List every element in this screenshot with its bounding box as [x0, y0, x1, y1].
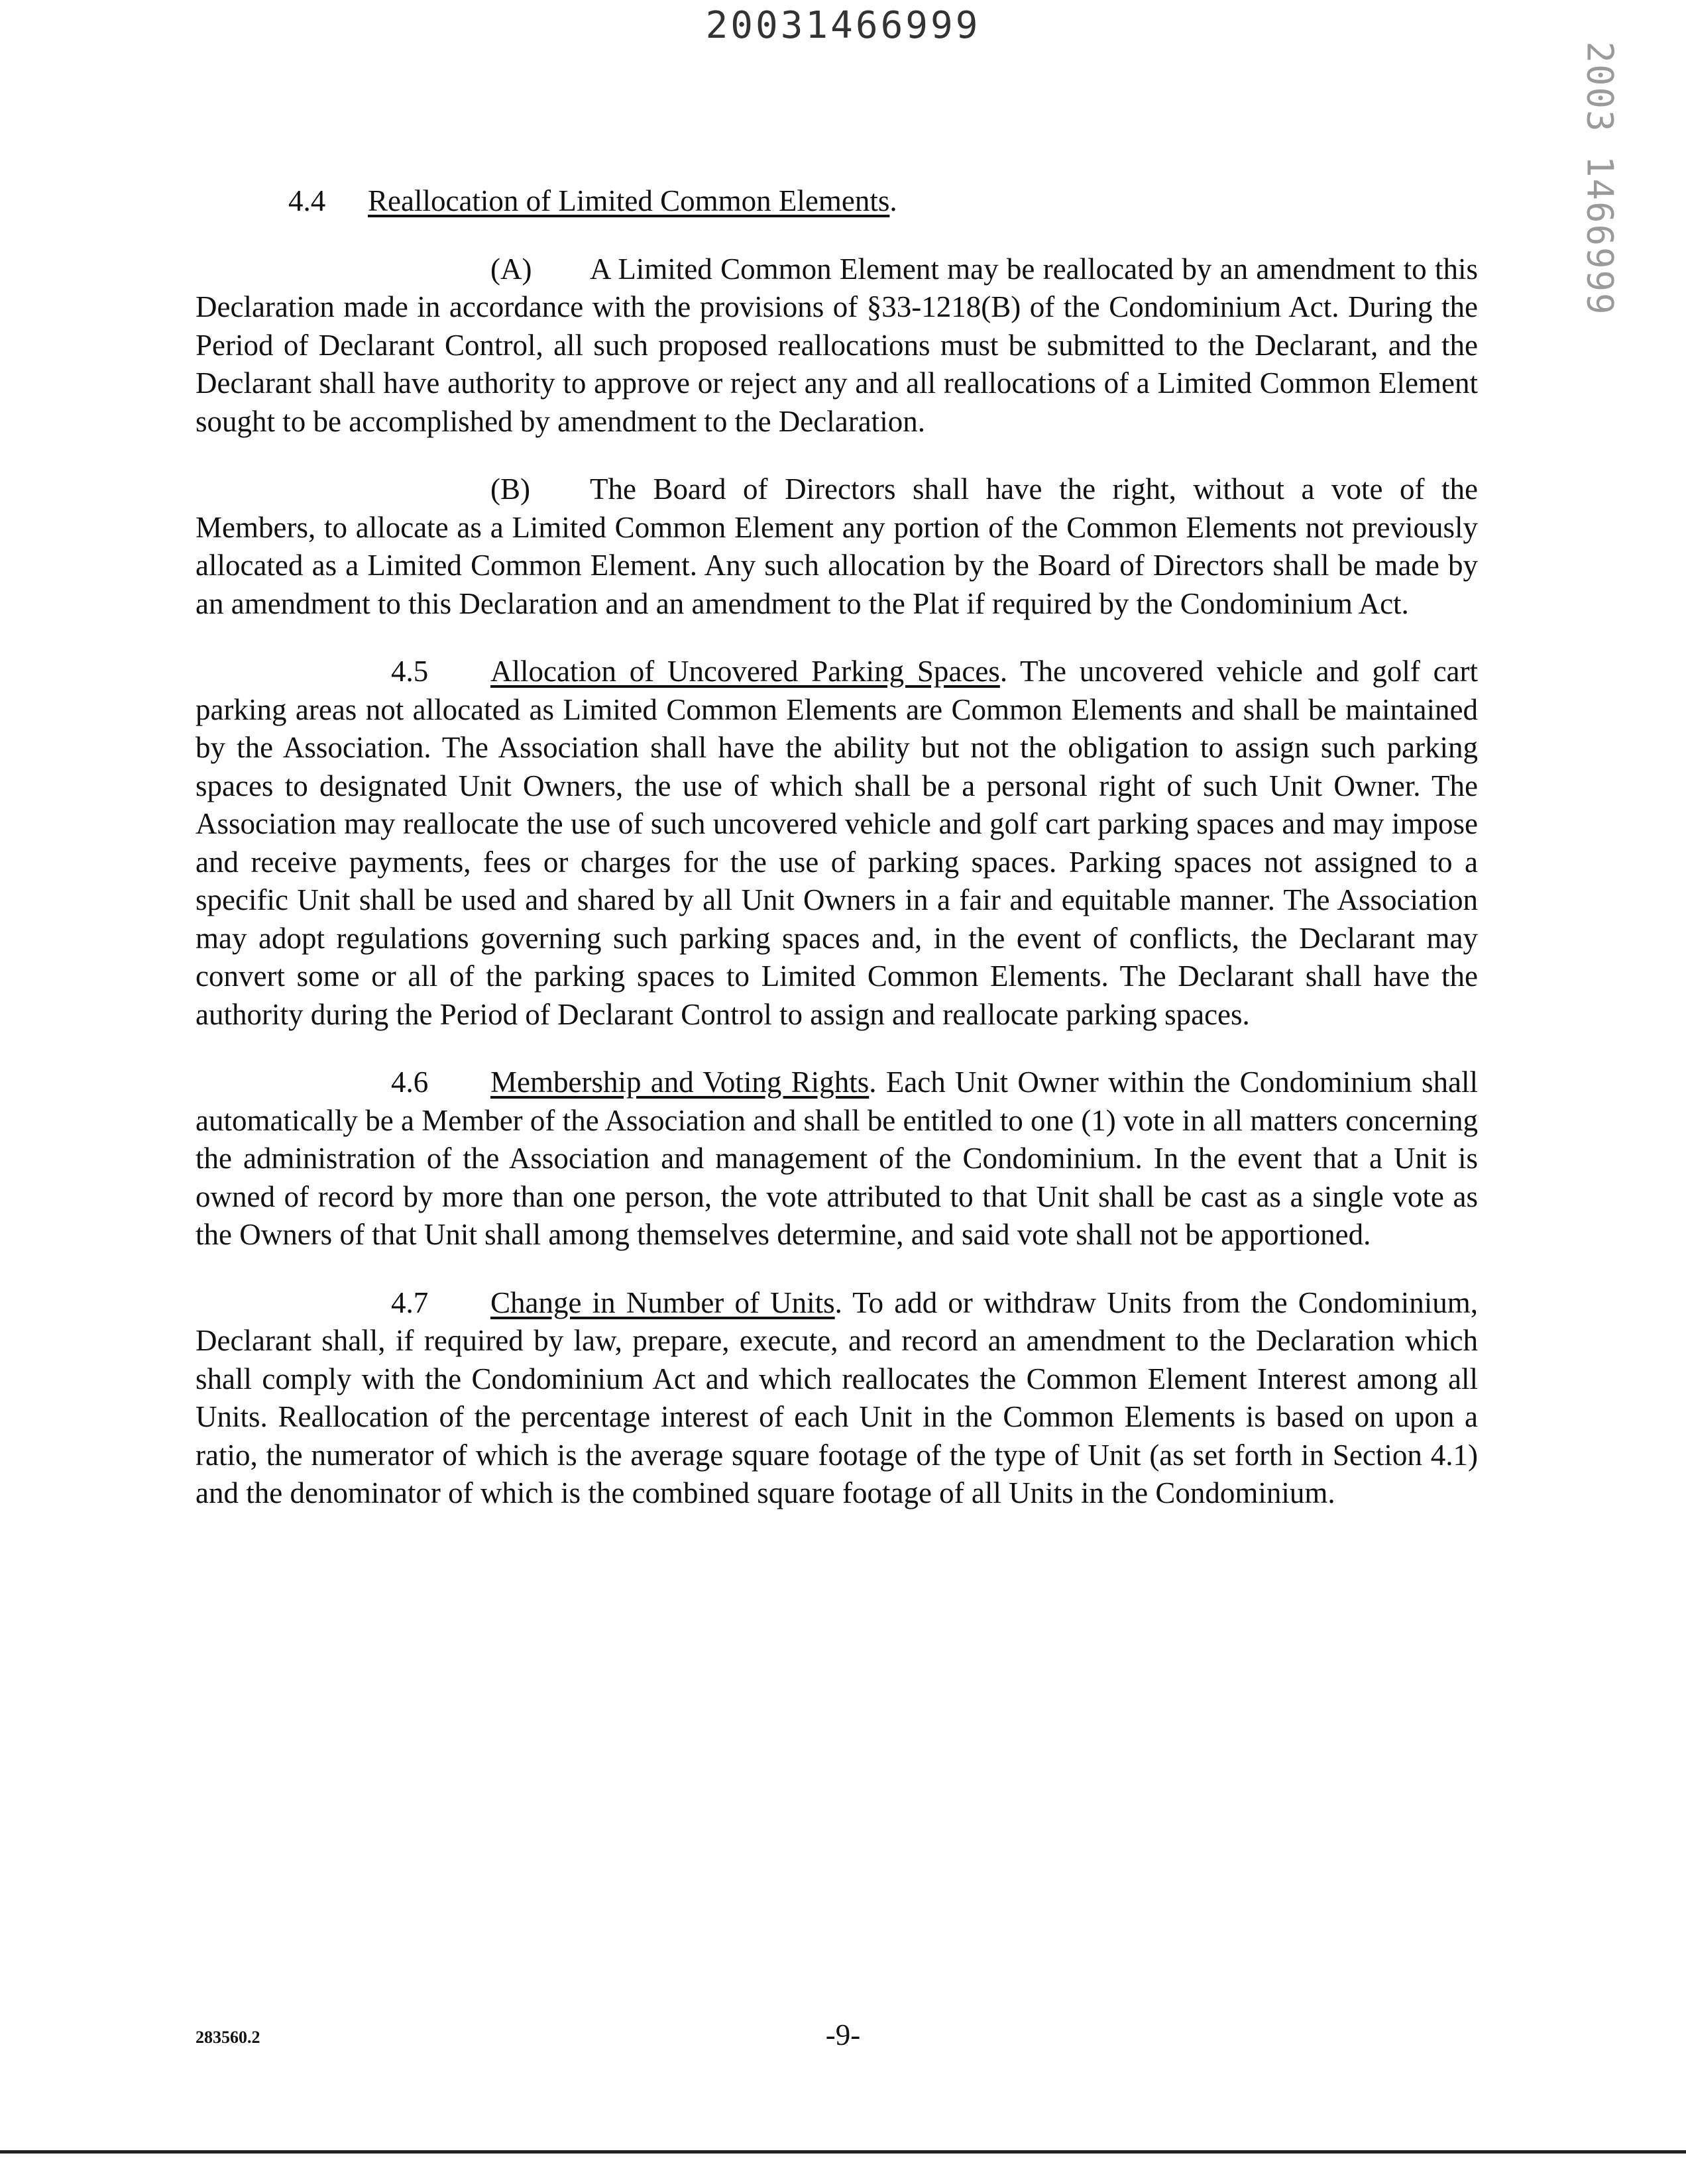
recording-number: 20031466999 — [705, 4, 981, 47]
paragraph-text: The Board of Directors shall have the right, without a vote of the Members, to allocate as a Limited Common Element any portion of the Common Elements not previously allocated as a Limited Common Element. Any such allocation by the Board of Directors shall be made by an amendment to this Declaration and an amendment to the Plat if required by the Condominium Act. — [196, 472, 1478, 620]
section-title: Change in Number of Units — [490, 1285, 835, 1319]
section-4-4-a — [196, 250, 1478, 441]
section-4-6 — [196, 1064, 1478, 1254]
bottom-rule — [0, 2150, 1686, 2154]
subsection-marker: (A) — [490, 252, 532, 286]
paragraph-text: . The uncovered vehicle and golf cart parking areas not allocated as Limited Common Elements are Common Elements and shall be maintained by the Association. The Association shall have the ability but not the obligation to assign such parking spaces to designated Unit Owners, the use of which shall be a personal right of such Unit Owner. The Association may reallocate the use of such uncovered vehicle and golf cart parking spaces and may impose and receive payments, fees or charges for the use of parking spaces. Parking spaces not assigned to a specific Unit shall be used and shared by all Unit Owners in a fair and equitable manner. The Association may adopt regulations governing such parking spaces and, in the event of conflicts, the Declarant may convert some or all of the parking spaces to Limited Common Elements. The Declarant shall have the authority during the Period of Declarant Control to assign and reallocate parking spaces. — [196, 655, 1478, 1031]
section-number: 4.7 — [391, 1285, 429, 1319]
section-number: 4.5 — [391, 655, 429, 688]
section-4-5 — [196, 653, 1478, 1034]
document-body — [196, 182, 1478, 1543]
section-number: 4.6 — [391, 1065, 429, 1099]
paragraph-text: . Each Unit Owner within the Condominium shall automatically be a Member of the Association and shall be entitled to one (1) vote in all matters concerning the administration of the Association and management of the Condominium. In the event that a Unit is owned of record by more than one person, the vote attributed to that Unit shall be cast as a single vote as the Owners of that Unit shall among themselves determine, and said vote shall not be apportioned. — [196, 1065, 1479, 1251]
section-title: Membership and Voting Rights — [490, 1065, 870, 1099]
paragraph-text: A Limited Common Element may be reallocated by an amendment to this Declaration made in accordance with the provisions of §33-1218(B) of the Condominium Act. During the Period of Declarant Control, all such proposed reallocations must be submitted to the Declarant, and the Declarant shall have authority to approve or reject any and all reallocations of a Limited Common Element sought to be accomplished by amendment to the Declaration. — [196, 252, 1478, 438]
paragraph-text: . To add or withdraw Units from the Condominium, Declarant shall, if required by law, prepare, execute, and record an amendment to the Declaration which shall comply with the Condominium Act and which reallocates the Common Element Interest among all Units. Reallocation of the percentage interest of each Unit in the Common Elements is based on upon a ratio, the numerator of which is the average square footage of the type of Unit (as set forth in Section 4.1) and the denominator of which is the combined square footage of all Units in the Condominium. — [196, 1285, 1479, 1509]
side-stamp-text: 2003 1466999 — [1579, 40, 1621, 316]
page-number: -9- — [825, 2018, 861, 2051]
document-id: 283560.2 — [196, 2028, 260, 2047]
section-4-4-heading — [196, 182, 1478, 221]
subsection-marker: (B) — [490, 472, 530, 506]
section-title-period: . — [889, 184, 897, 217]
section-title: Reallocation of Limited Common Elements — [368, 184, 890, 217]
section-4-7 — [196, 1284, 1478, 1513]
section-4-4-b — [196, 470, 1478, 623]
section-number: 4.4 — [288, 184, 326, 217]
side-recording-stamp — [1565, 40, 1634, 316]
section-title: Allocation of Uncovered Parking Spaces — [490, 655, 1000, 688]
